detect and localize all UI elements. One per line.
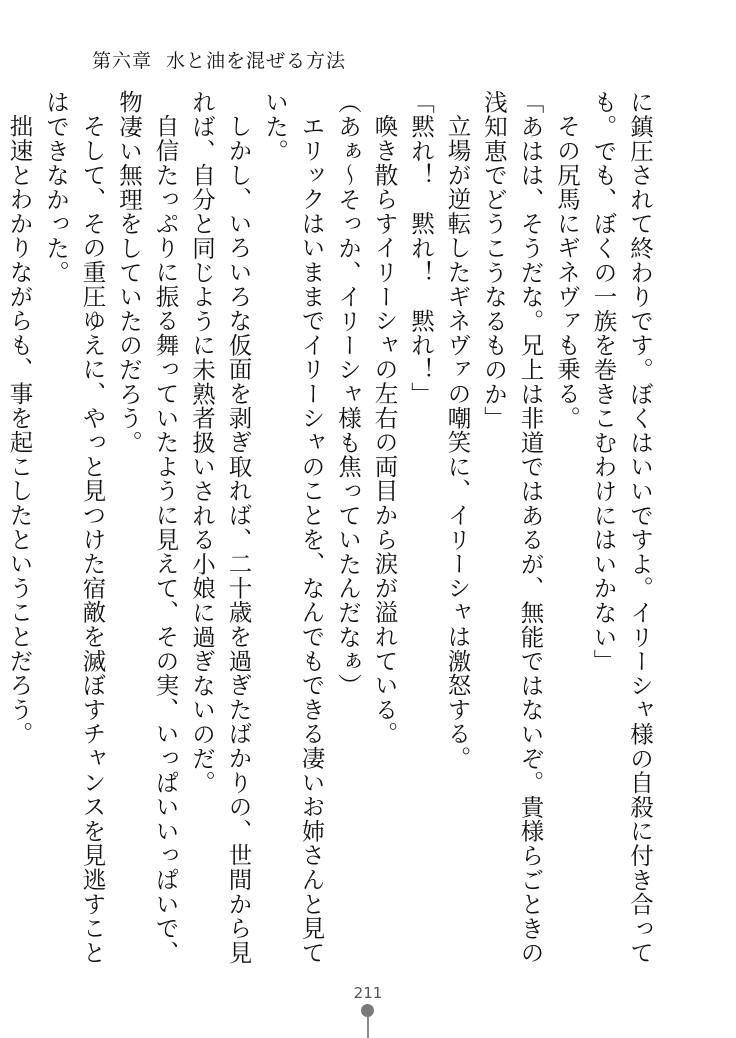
paragraph: 「あはは、そうだな。兄上は非道ではあるが、無能ではないぞ。貴様らごときの浅知恵でどうこうなるものか」 xyxy=(480,90,545,965)
running-head xyxy=(92,46,346,73)
paragraph: 拙速とわかりながらも、事を起こしたということだろう。 xyxy=(5,113,34,746)
paragraph: そして、その重圧ゆえに、やっと見つけた宿敵を滅ぼすチャンスを見逃すことはできなかった。 xyxy=(42,90,107,964)
chapter-label: 第六章 xyxy=(92,50,153,72)
paragraph: 自信たっぷりに振る舞っていたように見えて、その実、いっぱいいっぱいで、物凄い無理をしていたのだろう。 xyxy=(115,90,180,964)
paragraph: 「黙れ！ 黙れ！ 黙れ！」 xyxy=(407,90,435,406)
paragraph: （あぁ～そっか、イリーシャ様も焦っていたんだなぁ） xyxy=(334,90,362,698)
paragraph: に鎮圧されて終わりです。ぼくはいいですよ。イリーシャ様の自殺に付き合っても。でも、ぼくの一族を巻きこむわけにはいかない」 xyxy=(589,90,654,965)
paragraph: しかし、いろいろな仮面を剥ぎ取れば、二十歳を過ぎたばかりの、世間から見れば、自分と同じように未熟者扱いされる小娘に過ぎないのだ。 xyxy=(188,90,253,964)
page-marker-dot xyxy=(361,1004,374,1017)
page-number: 211 xyxy=(353,984,383,1002)
paragraph: エリックはいままでイリーシャのことを、なんでもできる凄いお姉さんと見ていた。 xyxy=(261,90,326,964)
body-text xyxy=(5,90,658,970)
chapter-title: 水と油を混ぜる方法 xyxy=(166,50,347,72)
paragraph: 立場が逆転したギネヴァの嘲笑に、イリーシャは激怒する。 xyxy=(443,113,472,770)
paragraph: 喚き散らすイリーシャの左右の両目から涙が溢れている。 xyxy=(370,113,399,746)
paragraph: その尻馬にギネヴァも乗る。 xyxy=(553,113,581,430)
